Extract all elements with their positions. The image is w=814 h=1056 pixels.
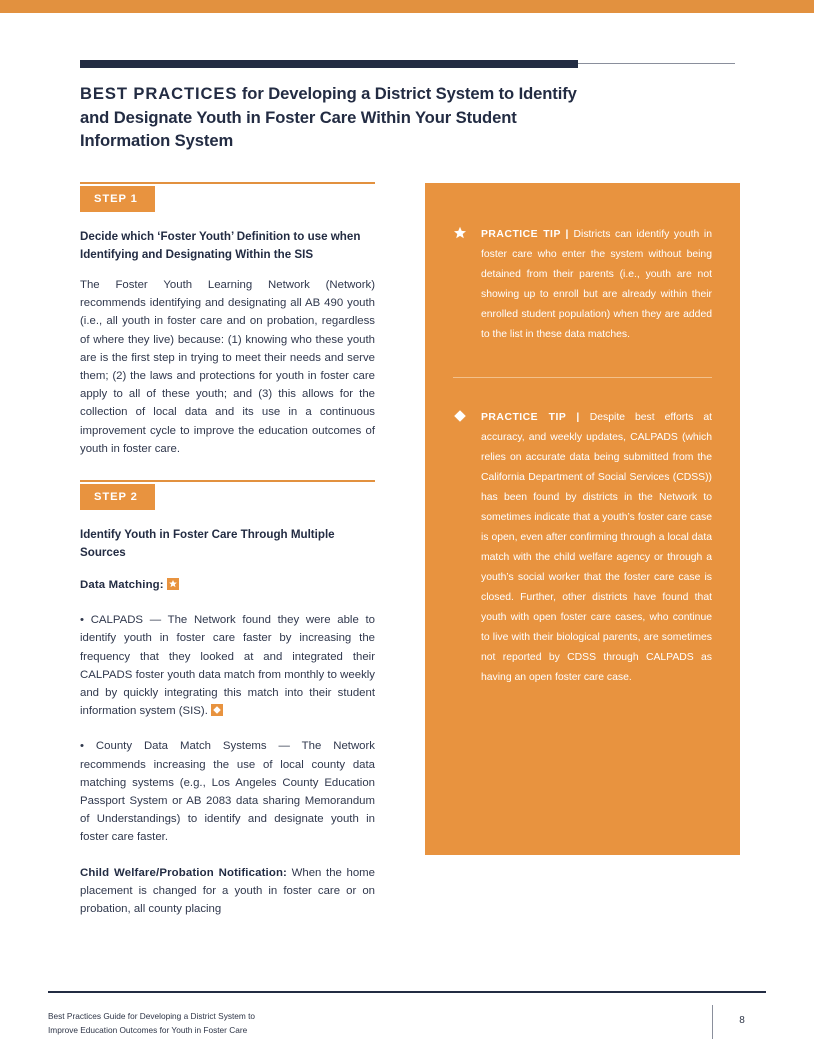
diamond-badge-icon [211,704,223,716]
header-rule [80,60,735,68]
step-2-rule [80,480,375,482]
practice-tip-2-body: Despite best efforts at accuracy, and weekly updates, CALPADS (which relies on accurate data being submitted from the California Department of Social Services (CDSS)) has been found by districts in the Network to sometimes indicate that a youth’s foster care case is open, even after confirming through a local data match with the child welfare agency or through a youth’s social worker that the foster care case is closed. Further, other districts have found that youth with open foster care cases, who continue to live with their biological parents, are sometimes not reported by CDSS through CALPADS as having an open foster care case. [481,412,712,683]
page-title [80,82,580,153]
child-welfare-text: When the home placement is changed for a youth in foster care or on probation, all county placing [80,866,376,916]
step-2-badge: STEP 2 [80,484,155,510]
tip-divider [453,377,712,378]
practice-tip-2-label: PRACTICE TIP [481,412,567,423]
step-1-paragraph: The Foster Youth Learning Network (Network) recommends identifying and designating all AB 490 youth (i.e., all youth in foster care and on probation, regardless of where they live) because: (1) knowing who these youth are is the first step in trying to meet their needs and serve them; (2) the laws and protections for youth in foster care apply to all of these youth; and (3) this allows for the collection of local data and its use in a continuous improvement cycle to improve the education outcomes of youth in foster care. [80,279,375,455]
bullet-calpads [80,611,375,720]
child-welfare-label: Child Welfare/Probation Notification: [80,866,287,879]
child-welfare-notification [80,864,375,919]
footer-line-2: Improve Education Outcomes for Youth in Foster Care [48,1024,248,1035]
step-1-badge: STEP 1 [80,186,155,212]
practice-tip-1-text [481,225,712,345]
bullet-calpads-text: • CALPADS — The Network found they were able to identify youth in foster care faster by increasing the frequency that they looked at and integrated their CALPADS foster youth data match from monthly to weekly and by quickly integrating this match into their student information system (SIS). [80,614,375,718]
footer-line-1: Best Practices Guide for Developing a District System to [48,1011,256,1021]
step-1-heading: Decide which ‘Foster Youth’ Definition to use when Identifying and Designating Within the SIS [80,230,361,261]
practice-tip-2 [453,408,712,688]
step-2-heading: Identify Youth in Foster Care Through Multiple Sources [80,528,335,559]
footer-rule [48,991,766,993]
header-rule-thin [578,63,735,64]
practice-tip-2-text [481,408,712,688]
left-column [80,182,375,918]
footer-separator [712,1005,713,1039]
data-matching-label-row [80,576,375,594]
page-number: 8 [739,1015,745,1026]
page-title-rest: for Developing a District System to Identify and Designate Youth in Foster Care Within Your Student Information System [80,84,577,150]
practice-tip-1-body: Districts can identify youth in foster care who enter the system without being detained from their parents (i.e., youth are not showing up to enroll but are already within their enrolled student population) when they are added to the list in these data matches. [481,229,713,340]
page-title-emphasis: BEST PRACTICES [80,84,238,103]
diamond-icon [453,409,467,423]
practice-tip-2-separator: | [576,412,580,423]
top-orange-band [0,0,814,13]
practice-tip-1-separator: | [565,229,569,240]
star-badge-icon [167,578,179,590]
footer-text [48,1010,608,1037]
step-1-rule [80,182,375,184]
practice-tip-panel [425,183,740,855]
practice-tip-1 [453,225,712,345]
data-matching-label: Data Matching: [80,579,164,592]
bullet-county-data-match: • County Data Match Systems — The Network recommends increasing the use of local county data matching systems (e.g., Los Angeles County Education Passport System or AB 2083 data sharing Memorandum of Understandings) to identify and designate youth in foster care faster. [80,740,375,844]
page-canvas [0,13,814,1056]
header-rule-thick [80,60,578,68]
practice-tip-1-label: PRACTICE TIP [481,229,561,240]
star-icon [453,226,467,240]
